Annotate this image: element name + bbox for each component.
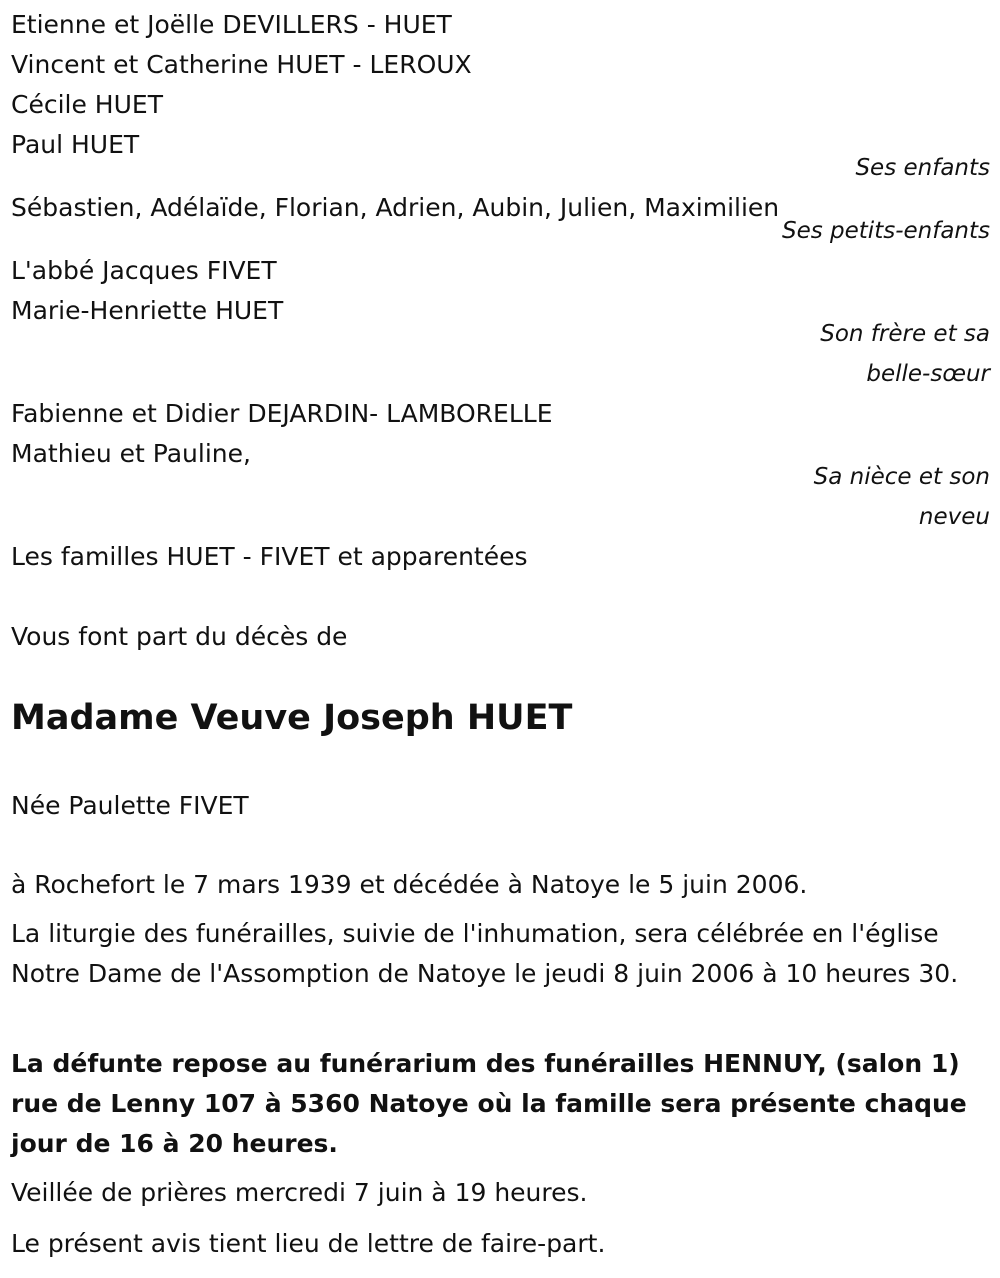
niece-line-1: Fabienne et Didier DEJARDIN- LAMBORELLE	[11, 399, 553, 428]
siblings-role-line-1: Son frère et sa	[820, 321, 990, 347]
vigil-line: Veillée de prières mercredi 7 juin à 19 heures.	[11, 1178, 588, 1207]
liturgy-paragraph: La liturgie des funérailles, suivie de l'inhumation, sera célébrée en l'église Notre Dame de l'Assomption de Natoye le jeudi 8 juin 2006 à 10 heures 30.	[11, 919, 959, 988]
child-line-4: Paul HUET	[11, 130, 140, 159]
viewing-paragraph: La défunte repose au funérarium des funérailles HENNUY, (salon 1) rue de Lenny 107 à 5360 Natoye où la famille sera présente chaque jour de 16 à 20 heures.	[11, 1049, 967, 1158]
niece-role-line-2: neveu	[918, 504, 990, 530]
child-line-3: Cécile HUET	[11, 90, 163, 119]
sibling-line-2: Marie-Henriette HUET	[11, 296, 284, 325]
child-line-2: Vincent et Catherine HUET - LEROUX	[11, 50, 472, 79]
niece-line-2: Mathieu et Pauline,	[11, 439, 251, 468]
families-line: Les familles HUET - FIVET et apparentées	[11, 542, 528, 571]
niece-role-line-1: Sa nièce et son	[813, 464, 990, 490]
child-line-1: Etienne et Joëlle DEVILLERS - HUET	[11, 10, 452, 39]
born-as: Née Paulette FIVET	[11, 791, 249, 820]
announcement: Vous font part du décès de	[11, 622, 348, 651]
grandchildren-role: Ses petits-enfants	[782, 218, 990, 244]
grandchildren-names: Sébastien, Adélaïde, Florian, Adrien, Aubin, Julien, Maximilien	[11, 193, 780, 222]
birth-death-dates: à Rochefort le 7 mars 1939 et décédée à Natoye le 5 juin 2006.	[11, 870, 808, 899]
notice-line: Le présent avis tient lieu de lettre de faire-part.	[11, 1229, 606, 1258]
sibling-line-1: L'abbé Jacques FIVET	[11, 256, 277, 285]
siblings-role-line-2: belle-sœur	[866, 361, 990, 387]
children-role: Ses enfants	[855, 155, 990, 181]
deceased-name: Madame Veuve Joseph HUET	[11, 698, 573, 738]
